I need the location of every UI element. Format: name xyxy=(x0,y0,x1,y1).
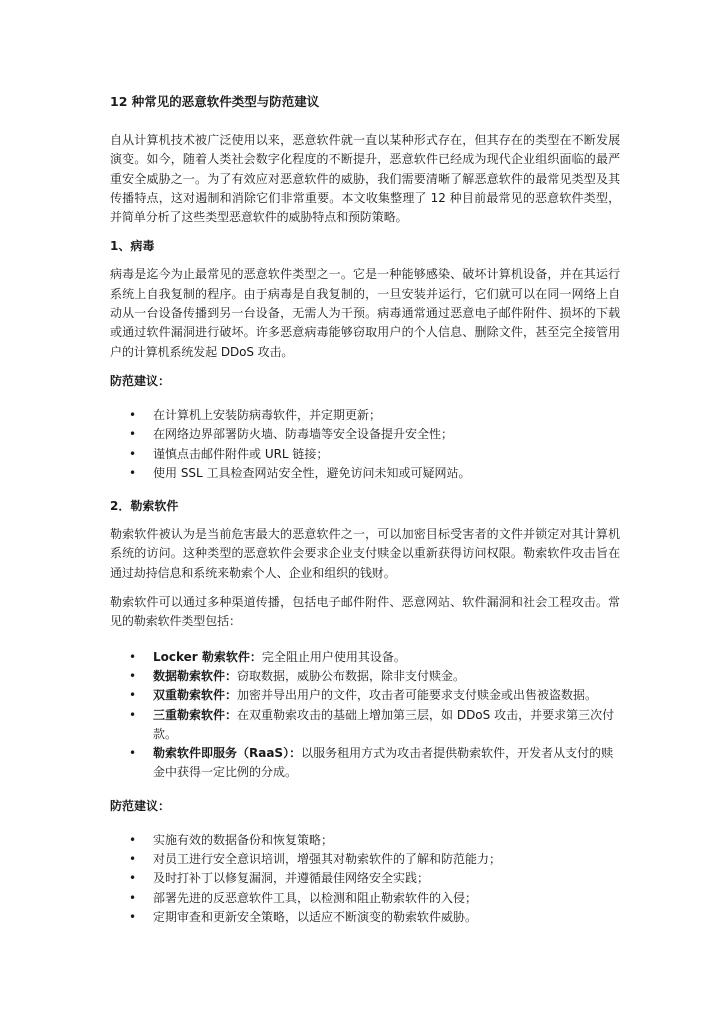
virus-advice-heading: 防范建议： xyxy=(110,373,171,388)
list-item: • 谨慎点击邮件附件或 URL 链接； xyxy=(110,445,620,464)
list-item: • 双重勒索软件：加密并导出用户的文件，攻击者可能要求支付赎金或出售被盗数据。 xyxy=(110,686,620,705)
ransomware-paragraph-1: 勒索软件被认为是当前危害最大的恶意软件之一，可以加密目标受害者的文件并锁定对其计算机系统的访问。这种类型的恶意软件会要求企业支付赎金以重新获得访问权限。勒索软件攻击旨在通过劫持信息和系统来勒索个人、企业和组织的钱财。 xyxy=(110,527,620,580)
section-heading-virus: 1、病毒 xyxy=(110,239,155,254)
list-item: • 数据勒索软件：窃取数据，威胁公布数据，除非支付赎金。 xyxy=(110,667,620,686)
bullet-icon: • xyxy=(129,649,137,664)
page-title: 12 种常见的恶意软件类型与防范建议 xyxy=(110,94,320,109)
list-item: • 使用 SSL 工具检查网站安全性，避免访问未知或可疑网站。 xyxy=(110,464,620,483)
virus-advice-list xyxy=(110,406,620,483)
bullet-icon: • xyxy=(129,688,137,703)
list-item: • 及时打补丁以修复漏洞，并遵循最佳网络安全实践； xyxy=(110,869,620,888)
bullet-icon: • xyxy=(129,871,137,886)
list-item: • 对员工进行安全意识培训，增强其对勒索软件的了解和防范能力； xyxy=(110,850,620,869)
ransomware-advice-list xyxy=(110,831,620,927)
ransomware-types-list xyxy=(110,648,620,783)
bullet-icon: • xyxy=(129,909,137,924)
bullet-icon: • xyxy=(129,832,137,847)
virus-paragraph: 病毒是迄今为止最常见的恶意软件类型之一。它是一种能够感染、破坏计算机设备，并在其运行系统上自我复制的程序。由于病毒是自我复制的，一旦安装并运行，它们就可以在同一网络上自动从一台设备传播到另一台设备，无需人为干预。病毒通常通过恶意电子邮件附件、损坏的下载或通过软件漏洞进行破坏。许多恶意病毒能够窃取用户的个人信息、删除文件，甚至完全接管用户的计算机系统发起 DDoS 攻击。 xyxy=(110,267,620,359)
list-item: • 三重勒索软件：在双重勒索攻击的基础上增加第三层，如 DDoS 攻击，并要求第三次付款。 xyxy=(129,707,615,741)
bullet-icon: • xyxy=(129,746,137,761)
bullet-icon: • xyxy=(129,446,137,461)
list-item: • 定期审查和更新安全策略，以适应不断演变的勒索软件威胁。 xyxy=(110,908,620,927)
bullet-icon: • xyxy=(129,427,137,442)
list-item: • 部署先进的反恶意软件工具，以检测和阻止勒索软件的入侵； xyxy=(110,889,620,908)
bullet-icon: • xyxy=(129,707,137,722)
list-item: • 实施有效的数据备份和恢复策略； xyxy=(110,831,620,850)
ransomware-paragraph-2: 勒索软件可以通过多种渠道传播，包括电子邮件附件、恶意网站、软件漏洞和社会工程攻击。常见的勒索软件类型包括： xyxy=(110,595,620,629)
bullet-icon: • xyxy=(129,890,137,905)
bullet-icon: • xyxy=(129,465,137,480)
ransomware-advice-heading: 防范建议： xyxy=(110,798,171,813)
section-heading-ransomware: 2．勒索软件 xyxy=(110,499,179,514)
bullet-icon: • xyxy=(129,407,137,422)
intro-paragraph: 自从计算机技术被广泛使用以来，恶意软件就一直以某种形式存在，但其存在的类型在不断发展演变。如今，随着人类社会数字化程度的不断提升，恶意软件已经成为现代企业组织面临的最严重安全威胁之一。为了有效应对恶意软件的威胁，我们需要清晰了解恶意软件的最常见类型及其传播特点，这对遏制和消除它们非常重要。本文收集整理了 12 种目前最常见的恶意软件类型，并简单分析了这些类型恶意软件的威胁特点和预防策略。 xyxy=(110,133,620,225)
list-item: • 在网络边界部署防火墙、防毒墙等安全设备提升安全性； xyxy=(110,425,620,444)
list-item: • 在计算机上安装防病毒软件，并定期更新； xyxy=(110,406,620,425)
bullet-icon: • xyxy=(129,852,137,867)
list-item: • Locker 勒索软件：完全阻止用户使用其设备。 xyxy=(110,648,620,667)
list-item: • 勒索软件即服务（RaaS）：以服务租用方式为攻击者提供勒索软件，开发者从支付的赎金中获得一定比例的分成。 xyxy=(129,746,614,780)
bullet-icon: • xyxy=(129,668,137,683)
